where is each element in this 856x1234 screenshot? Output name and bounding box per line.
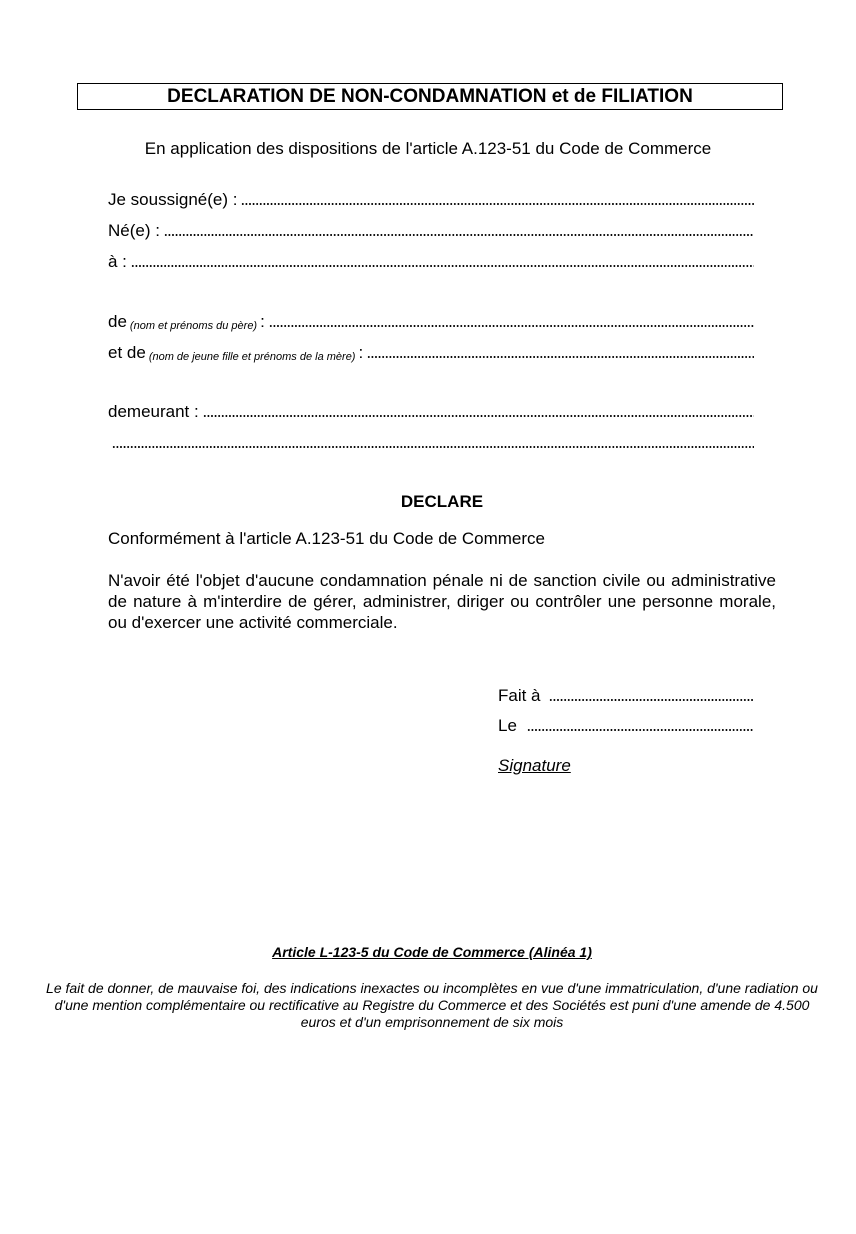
statement-text: N'avoir été l'objet d'aucune condamnation pénale ni de sanction civile ou administrative de nature à m'interdire de gérer, administrer, diriger ou contrôler une personne morale, ou d'exercer une activité commerciale. — [108, 571, 776, 632]
field-le-label: Le — [498, 716, 517, 735]
field-pere[interactable] — [108, 310, 754, 332]
field-lieu-label: à : — [108, 252, 127, 271]
field-demeurant[interactable] — [108, 400, 754, 422]
field-mere-line[interactable] — [367, 355, 754, 359]
field-le-line[interactable] — [527, 728, 754, 732]
field-lieu-line[interactable] — [131, 264, 754, 268]
field-mere[interactable] — [108, 341, 754, 363]
field-soussigne[interactable] — [108, 188, 754, 210]
field-pere-label: de — [108, 312, 127, 331]
document-title-text: DECLARATION DE NON-CONDAMNATION et de FILIATION — [167, 85, 693, 107]
field-pere-hint: (nom et prénoms du père) — [129, 320, 258, 332]
field-ne-label: Né(e) : — [108, 221, 160, 240]
field-demeurant-line-2-dots[interactable] — [112, 445, 754, 449]
field-soussigne-label: Je soussigné(e) : — [108, 190, 238, 209]
article-text: Le fait de donner, de mauvaise foi, des indications inexactes ou incomplètes en vue d'une immatriculation, d'une radiation ou d'une mention complémentaire ou rectificative au Registre du Commerce et des Sociétés est puni d'une amende de 4.500 euros et d'un emprisonnement de six mois — [46, 980, 818, 1030]
field-mere-label: et de — [108, 343, 146, 362]
field-mere-hint: (nom de jeune fille et prénoms de la mère) — [148, 351, 356, 363]
field-ne[interactable] — [108, 219, 754, 241]
field-pere-line[interactable] — [269, 324, 754, 328]
field-fait-a-label: Fait à — [498, 686, 541, 705]
field-soussigne-line[interactable] — [241, 202, 754, 206]
field-demeurant-line-2[interactable] — [112, 431, 754, 453]
conformement-text: Conformément à l'article A.123-51 du Code de Commerce — [108, 529, 545, 548]
field-fait-a-line[interactable] — [549, 698, 754, 702]
field-demeurant-line[interactable] — [203, 414, 754, 418]
field-mere-colon: : — [358, 343, 364, 362]
field-fait-a[interactable] — [498, 684, 754, 706]
field-lieu[interactable] — [108, 250, 754, 272]
declare-heading: DECLARE — [400, 492, 484, 511]
field-le[interactable] — [498, 714, 754, 736]
signature-label[interactable]: Signature — [498, 756, 571, 775]
field-demeurant-label: demeurant : — [108, 402, 199, 421]
document-subtitle: En application des dispositions de l'article A.123-51 du Code de Commerce — [144, 139, 712, 158]
document-title — [77, 83, 783, 110]
field-pere-colon: : — [260, 312, 265, 331]
article-title: Article L-123-5 du Code de Commerce (Alinéa 1) — [272, 944, 592, 960]
field-ne-line[interactable] — [164, 233, 754, 237]
